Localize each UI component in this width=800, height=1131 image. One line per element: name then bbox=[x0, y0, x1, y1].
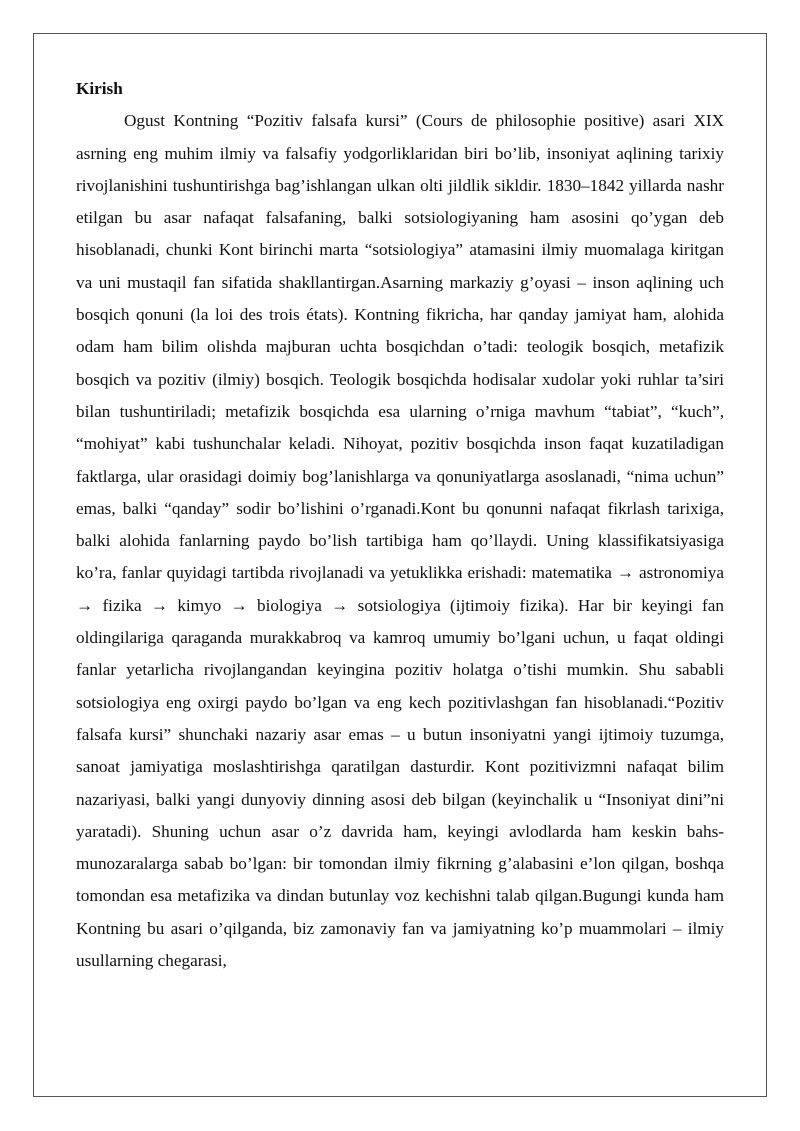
section-heading: Kirish bbox=[76, 79, 123, 98]
body-paragraph: Ogust Kontning “Pozitiv falsafa kursi” (Cours de philosophie positive) asari XIX asrning eng muhim ilmiy va falsafiy yodgorliklaridan biri bo’lib, insoniyat aqlining tarixiy rivojlanishini tushuntirishga bag’ishlangan ulkan olti jildlik sikldir. 1830–1842 yillarda nashr etilgan bu asar nafaqat falsafaning, balki sotsiologiyaning ham asosini qo’ygan deb hisoblanadi, chunki Kont birinchi marta “sotsiologiya” atamasini ilmiy muomalaga kiritgan va uni mustaqil fan sifatida shakllantirgan.Asarning markaziy g’oyasi – inson aqlining uch bosqich qonuni (la loi des trois états). Kontning fikricha, har qanday jamiyat ham, alohida odam ham bilim olishda majburan uchta bosqichdan o’tadi: teologik bosqich, metafizik bosqich va pozitiv (ilmiy) bosqich. Teologik bosqichda hodisalar xudolar yoki ruhlar ta’siri bilan tushuntiriladi; metafizik bosqichda esa ularning o’rniga mavhum “tabiat”, “kuch”, “mohiyat” kabi tushunchalar keladi. Nihoyat, pozitiv bosqichda inson faqat kuzatiladigan faktlarga, ular orasidagi doimiy bog’lanishlarga va qonuniyatlarga asoslanadi, “nima uchun” emas, balki “qanday” sodir bo’lishini o’rganadi.Kont bu qonunni nafaqat fikrlash tarixiga, balki alohida fanlarning paydo bo’lish tartibiga ham qo’llaydi. Uning klassifikatsiyasiga ko’ra, fanlar quyidagi tartibda rivojlanadi va yetuklikka erishadi: matematika → astronomiya → fizika → kimyo → biologiya → sotsiologiya (ijtimoiy fizika). Har bir keyingi fan oldingilariga qaraganda murakkabroq va kamroq umumiy bo’lgani uchun, u faqat oldingi fanlar yetarlicha rivojlangandan keyingina pozitiv holatga o’tishi mumkin. Shu sababli sotsiologiya eng oxirgi paydo bo’lgan va eng kech pozitivlashgan fan hisoblanadi.“Pozitiv falsafa kursi” shunchaki nazariy asar emas – u butun insoniyatni yangi ijtimoiy tuzumga, sanoat jamiyatiga moslashtirishga qaratilgan dasturdir. Kont pozitivizmni nafaqat bilim nazariyasi, balki yangi dunyoviy dinning asosi deb bilgan (keyinchalik u “Insoniyat dini”ni yaratadi). Shuning uchun asar o’z davrida ham, keyingi avlodlarda ham keskin bahs-munozaralarga sabab bo’lgan: bir tomondan ilmiy fikrning g’alabasini e’lon qilgan, boshqa tomondan esa metafizika va dindan butunlay voz kechishni talab qilgan.Bugungi kunda ham Kontning bu asari o’qilganda, biz zamonaviy fan va jamiyatning ko’p muammolari – ilmiy usullarning chegarasi, bbox=[76, 111, 724, 971]
document-content bbox=[76, 73, 724, 977]
